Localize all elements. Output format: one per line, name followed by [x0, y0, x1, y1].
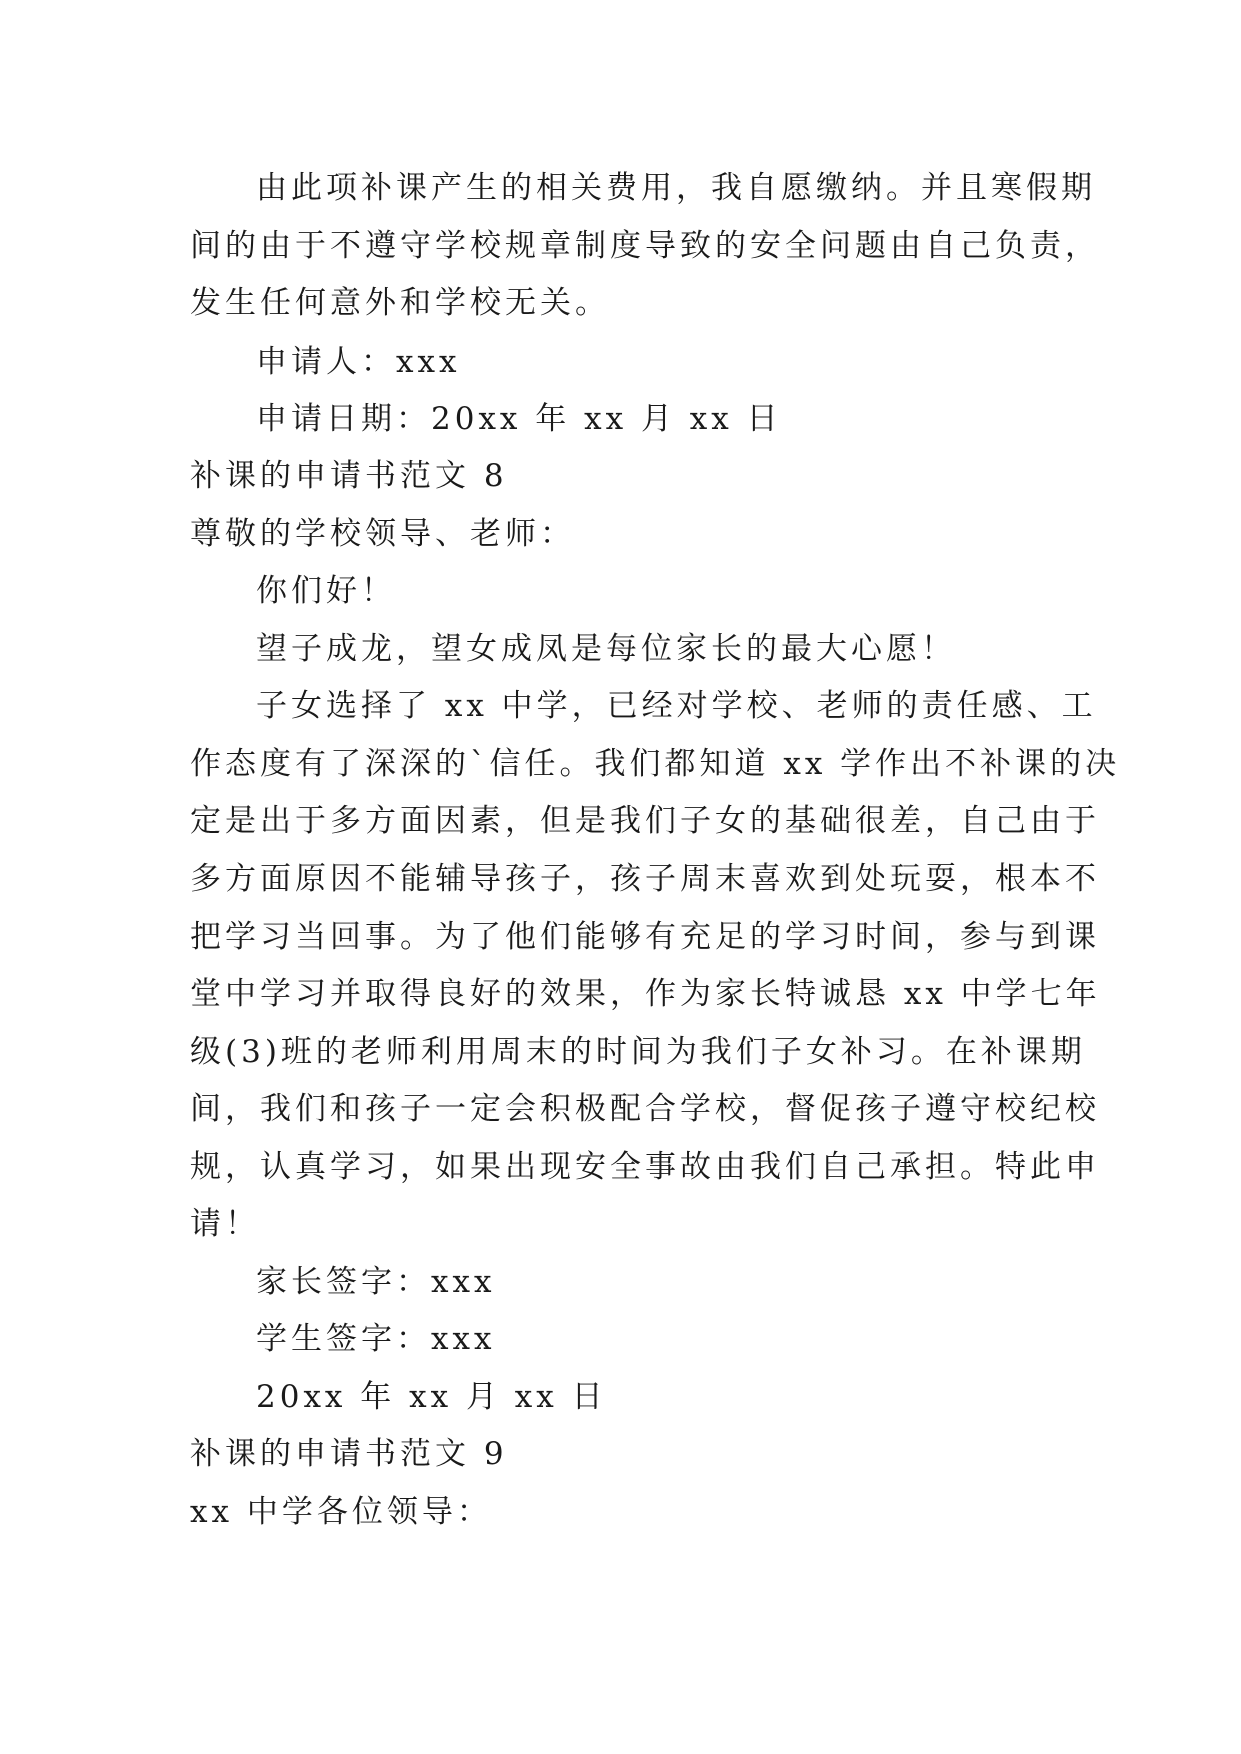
paragraph-line: 子女选择了 xx 中学，已经对学校、老师的责任感、工: [256, 688, 1097, 724]
paragraph-line: 定是出于多方面因素，但是我们子女的基础很差，自己由于: [190, 803, 1100, 839]
section-heading: 补课的申请书范文 9: [190, 1436, 508, 1472]
date-line: 申请日期：20xx 年 xx 月 xx 日: [256, 401, 782, 437]
paragraph-line: 堂中学习并取得良好的效果，作为家长特诚恳 xx 中学七年: [190, 976, 1101, 1012]
student-signature: 学生签字：xxx: [256, 1321, 496, 1357]
salutation: xx 中学各位领导：: [190, 1494, 492, 1530]
paragraph-line: 把学习当回事。为了他们能够有充足的学习时间，参与到课: [190, 919, 1100, 955]
greeting: 你们好！: [256, 573, 396, 609]
paragraph-line: 规，认真学习，如果出现安全事故由我们自己承担。特此申: [190, 1149, 1100, 1185]
paragraph-line: 多方面原因不能辅导孩子，孩子周末喜欢到处玩耍，根本不: [190, 861, 1100, 897]
section-heading: 补课的申请书范文 8: [190, 458, 508, 494]
paragraph-line: 间的由于不遵守学校规章制度导致的安全问题由自己负责，: [190, 228, 1100, 264]
paragraph-line: 级(3)班的老师利用周末的时间为我们子女补习。在补课期: [190, 1034, 1086, 1070]
paragraph-line: 由此项补课产生的相关费用，我自愿缴纳。并且寒假期: [256, 170, 1096, 206]
date-line: 20xx 年 xx 月 xx 日: [256, 1379, 607, 1415]
parent-signature: 家长签字：xxx: [256, 1264, 496, 1300]
paragraph-line: 作态度有了深深的`信任。我们都知道 xx 学作出不补课的决: [190, 746, 1121, 782]
salutation: 尊敬的学校领导、老师：: [190, 516, 575, 552]
paragraph-line: 发生任何意外和学校无关。: [190, 285, 610, 321]
paragraph-line: 请！: [190, 1206, 260, 1242]
paragraph-line: 间，我们和孩子一定会积极配合学校，督促孩子遵守校纪校: [190, 1091, 1100, 1127]
applicant-line: 申请人：xxx: [256, 344, 461, 380]
paragraph-line: 望子成龙，望女成凤是每位家长的最大心愿！: [256, 631, 956, 667]
